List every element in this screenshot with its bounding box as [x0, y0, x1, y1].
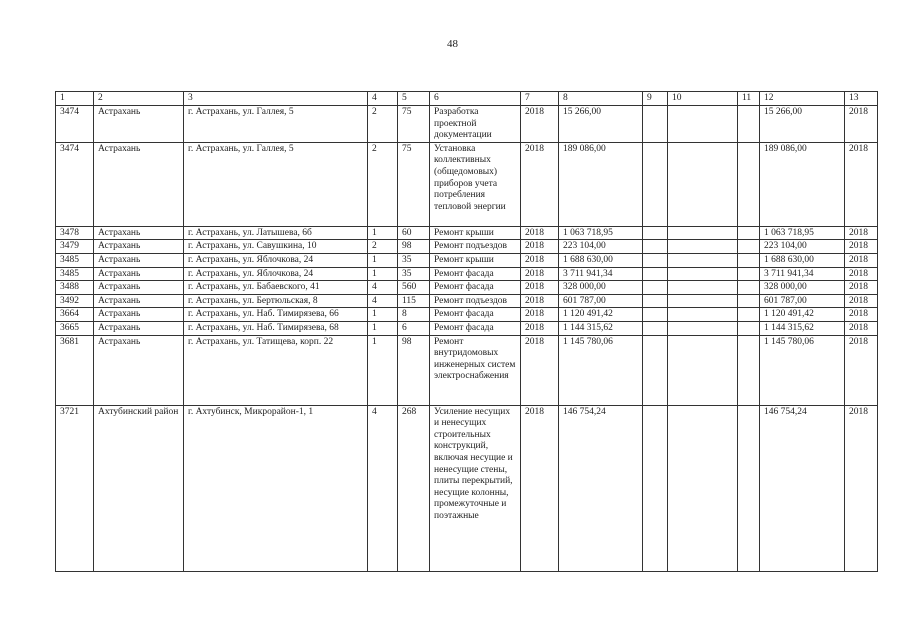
header-cell-6: 6	[430, 92, 521, 106]
cell-col-9	[643, 308, 668, 322]
cell-total-cost: 601 787,00	[559, 294, 643, 308]
cell-total-cost: 3 711 941,34	[559, 267, 643, 281]
cell-floors: 1	[368, 226, 398, 240]
cell-floors: 1	[368, 253, 398, 267]
cell-plan-year: 2018	[521, 267, 559, 281]
cell-work-type: Ремонт крыши	[430, 253, 521, 267]
cell-address: г. Астрахань, ул. Галлея, 5	[184, 142, 368, 226]
cell-row-number: 3474	[56, 106, 94, 143]
cell-plan-year: 2018	[521, 106, 559, 143]
cell-total-cost: 223 104,00	[559, 240, 643, 254]
cell-col-10	[668, 405, 738, 571]
cell-col-10	[668, 321, 738, 335]
cell-fund-amount: 1 063 718,95	[760, 226, 845, 240]
cell-floors: 4	[368, 405, 398, 571]
cell-work-type: Ремонт крыши	[430, 226, 521, 240]
header-cell-10: 10	[668, 92, 738, 106]
table-row	[56, 240, 878, 254]
table-row	[56, 281, 878, 295]
cell-row-number: 3492	[56, 294, 94, 308]
cell-municipality: Астрахань	[94, 240, 184, 254]
cell-completion-year: 2018	[845, 267, 878, 281]
cell-plan-year: 2018	[521, 335, 559, 405]
table-row	[56, 308, 878, 322]
page-number: 48	[447, 38, 458, 50]
cell-address: г. Ахтубинск, Микрорайон-1, 1	[184, 405, 368, 571]
cell-completion-year: 2018	[845, 405, 878, 571]
table-header-row	[56, 92, 878, 106]
cell-fund-amount: 1 120 491,42	[760, 308, 845, 322]
cell-completion-year: 2018	[845, 321, 878, 335]
cell-fund-amount: 15 266,00	[760, 106, 845, 143]
cell-apartments: 6	[398, 321, 430, 335]
cell-completion-year: 2018	[845, 335, 878, 405]
header-cell-9: 9	[643, 92, 668, 106]
cell-floors: 1	[368, 308, 398, 322]
cell-row-number: 3478	[56, 226, 94, 240]
cell-completion-year: 2018	[845, 106, 878, 143]
cell-col-10	[668, 308, 738, 322]
cell-plan-year: 2018	[521, 142, 559, 226]
cell-address: г. Астрахань, ул. Савушкина, 10	[184, 240, 368, 254]
header-cell-11: 11	[738, 92, 760, 106]
cell-municipality: Астрахань	[94, 308, 184, 322]
cell-floors: 1	[368, 335, 398, 405]
cell-fund-amount: 146 754,24	[760, 405, 845, 571]
cell-municipality: Астрахань	[94, 281, 184, 295]
cell-apartments: 560	[398, 281, 430, 295]
cell-plan-year: 2018	[521, 308, 559, 322]
cell-row-number: 3474	[56, 142, 94, 226]
cell-address: г. Астрахань, ул. Латышева, 6б	[184, 226, 368, 240]
cell-col-10	[668, 281, 738, 295]
cell-work-type: Ремонт фасада	[430, 267, 521, 281]
cell-plan-year: 2018	[521, 226, 559, 240]
cell-apartments: 268	[398, 405, 430, 571]
table-row	[56, 294, 878, 308]
table-row	[56, 321, 878, 335]
cell-apartments: 98	[398, 335, 430, 405]
cell-work-type: Усиление несущих и ненесущих строительных конструкций, включая несущие и ненесущие стены, плиты перекрытий, несущие колонны, промежуточные и поэтажные	[430, 405, 521, 571]
cell-completion-year: 2018	[845, 142, 878, 226]
header-cell-3: 3	[184, 92, 368, 106]
table-row	[56, 267, 878, 281]
header-cell-13: 13	[845, 92, 878, 106]
cell-plan-year: 2018	[521, 321, 559, 335]
cell-work-type: Ремонт подъездов	[430, 240, 521, 254]
table-row	[56, 226, 878, 240]
cell-fund-amount: 601 787,00	[760, 294, 845, 308]
cell-col-10	[668, 226, 738, 240]
cell-address: г. Астрахань, ул. Наб. Тимирязева, 66	[184, 308, 368, 322]
cell-col-11	[738, 308, 760, 322]
cell-col-11	[738, 253, 760, 267]
cell-col-9	[643, 294, 668, 308]
cell-col-11	[738, 335, 760, 405]
cell-municipality: Астрахань	[94, 321, 184, 335]
cell-col-9	[643, 267, 668, 281]
cell-completion-year: 2018	[845, 253, 878, 267]
table-row	[56, 405, 878, 571]
cell-work-type: Установка коллективных (общедомовых) приборов учета потребления тепловой энергии	[430, 142, 521, 226]
cell-work-type: Ремонт подъездов	[430, 294, 521, 308]
header-cell-2: 2	[94, 92, 184, 106]
cell-fund-amount: 1 688 630,00	[760, 253, 845, 267]
table-row	[56, 253, 878, 267]
cell-municipality: Астрахань	[94, 335, 184, 405]
cell-plan-year: 2018	[521, 405, 559, 571]
cell-municipality: Астрахань	[94, 294, 184, 308]
cell-col-10	[668, 335, 738, 405]
cell-fund-amount: 1 144 315,62	[760, 321, 845, 335]
cell-col-11	[738, 142, 760, 226]
cell-total-cost: 1 144 315,62	[559, 321, 643, 335]
cell-address: г. Астрахань, ул. Галлея, 5	[184, 106, 368, 143]
cell-total-cost: 1 145 780,06	[559, 335, 643, 405]
cell-row-number: 3488	[56, 281, 94, 295]
cell-apartments: 35	[398, 253, 430, 267]
cell-completion-year: 2018	[845, 281, 878, 295]
header-cell-5: 5	[398, 92, 430, 106]
cell-address: г. Астрахань, ул. Наб. Тимирязева, 68	[184, 321, 368, 335]
cell-floors: 1	[368, 267, 398, 281]
cell-plan-year: 2018	[521, 294, 559, 308]
cell-completion-year: 2018	[845, 294, 878, 308]
cell-municipality: Астрахань	[94, 106, 184, 143]
cell-municipality: Астрахань	[94, 142, 184, 226]
cell-fund-amount: 1 145 780,06	[760, 335, 845, 405]
cell-col-11	[738, 240, 760, 254]
cell-col-10	[668, 106, 738, 143]
cell-col-9	[643, 142, 668, 226]
cell-col-9	[643, 321, 668, 335]
cell-col-11	[738, 294, 760, 308]
cell-work-type: Разработка проектной документации	[430, 106, 521, 143]
cell-col-9	[643, 335, 668, 405]
cell-total-cost: 1 063 718,95	[559, 226, 643, 240]
cell-col-11	[738, 106, 760, 143]
cell-col-9	[643, 240, 668, 254]
cell-completion-year: 2018	[845, 226, 878, 240]
cell-work-type: Ремонт фасада	[430, 308, 521, 322]
cell-apartments: 98	[398, 240, 430, 254]
cell-col-10	[668, 253, 738, 267]
cell-plan-year: 2018	[521, 240, 559, 254]
cell-work-type: Ремонт фасада	[430, 321, 521, 335]
cell-col-9	[643, 405, 668, 571]
header-cell-12: 12	[760, 92, 845, 106]
cell-floors: 2	[368, 240, 398, 254]
table-row	[56, 335, 878, 405]
cell-col-11	[738, 281, 760, 295]
table-body	[56, 92, 878, 572]
cell-col-11	[738, 226, 760, 240]
cell-col-9	[643, 281, 668, 295]
cell-row-number: 3479	[56, 240, 94, 254]
cell-row-number: 3485	[56, 253, 94, 267]
cell-col-10	[668, 240, 738, 254]
cell-row-number: 3681	[56, 335, 94, 405]
header-cell-4: 4	[368, 92, 398, 106]
cell-total-cost: 328 000,00	[559, 281, 643, 295]
cell-row-number: 3485	[56, 267, 94, 281]
cell-apartments: 35	[398, 267, 430, 281]
cell-total-cost: 15 266,00	[559, 106, 643, 143]
cell-row-number: 3664	[56, 308, 94, 322]
cell-floors: 4	[368, 281, 398, 295]
cell-fund-amount: 223 104,00	[760, 240, 845, 254]
cell-completion-year: 2018	[845, 308, 878, 322]
cell-address: г. Астрахань, ул. Яблочкова, 24	[184, 253, 368, 267]
cell-col-11	[738, 267, 760, 281]
cell-plan-year: 2018	[521, 281, 559, 295]
cell-municipality: Астрахань	[94, 267, 184, 281]
cell-apartments: 75	[398, 142, 430, 226]
cell-floors: 4	[368, 294, 398, 308]
cell-col-9	[643, 253, 668, 267]
table-row	[56, 106, 878, 143]
cell-municipality: Астрахань	[94, 226, 184, 240]
cell-work-type: Ремонт фасада	[430, 281, 521, 295]
cell-plan-year: 2018	[521, 253, 559, 267]
cell-apartments: 60	[398, 226, 430, 240]
cell-col-10	[668, 294, 738, 308]
cell-address: г. Астрахань, ул. Бабаевского, 41	[184, 281, 368, 295]
cell-row-number: 3665	[56, 321, 94, 335]
cell-row-number: 3721	[56, 405, 94, 571]
cell-col-10	[668, 142, 738, 226]
header-cell-8: 8	[559, 92, 643, 106]
cell-total-cost: 146 754,24	[559, 405, 643, 571]
cell-total-cost: 1 120 491,42	[559, 308, 643, 322]
cell-address: г. Астрахань, ул. Татищева, корп. 22	[184, 335, 368, 405]
cell-floors: 2	[368, 106, 398, 143]
cell-col-9	[643, 226, 668, 240]
cell-col-11	[738, 405, 760, 571]
cell-municipality: Астрахань	[94, 253, 184, 267]
header-cell-1: 1	[56, 92, 94, 106]
cell-col-11	[738, 321, 760, 335]
cell-total-cost: 1 688 630,00	[559, 253, 643, 267]
table-row	[56, 142, 878, 226]
cell-total-cost: 189 086,00	[559, 142, 643, 226]
cell-floors: 1	[368, 321, 398, 335]
cell-work-type: Ремонт внутридомовых инженерных систем электроснабжения	[430, 335, 521, 405]
cell-completion-year: 2018	[845, 240, 878, 254]
cell-fund-amount: 3 711 941,34	[760, 267, 845, 281]
cell-floors: 2	[368, 142, 398, 226]
cell-municipality: Ахтубинский район	[94, 405, 184, 571]
cell-col-10	[668, 267, 738, 281]
cell-address: г. Астрахань, ул. Бертюльская, 8	[184, 294, 368, 308]
header-cell-7: 7	[521, 92, 559, 106]
cell-col-9	[643, 106, 668, 143]
cell-apartments: 115	[398, 294, 430, 308]
cell-apartments: 75	[398, 106, 430, 143]
repair-program-table	[55, 91, 878, 572]
cell-address: г. Астрахань, ул. Яблочкова, 24	[184, 267, 368, 281]
cell-apartments: 8	[398, 308, 430, 322]
cell-fund-amount: 328 000,00	[760, 281, 845, 295]
cell-fund-amount: 189 086,00	[760, 142, 845, 226]
